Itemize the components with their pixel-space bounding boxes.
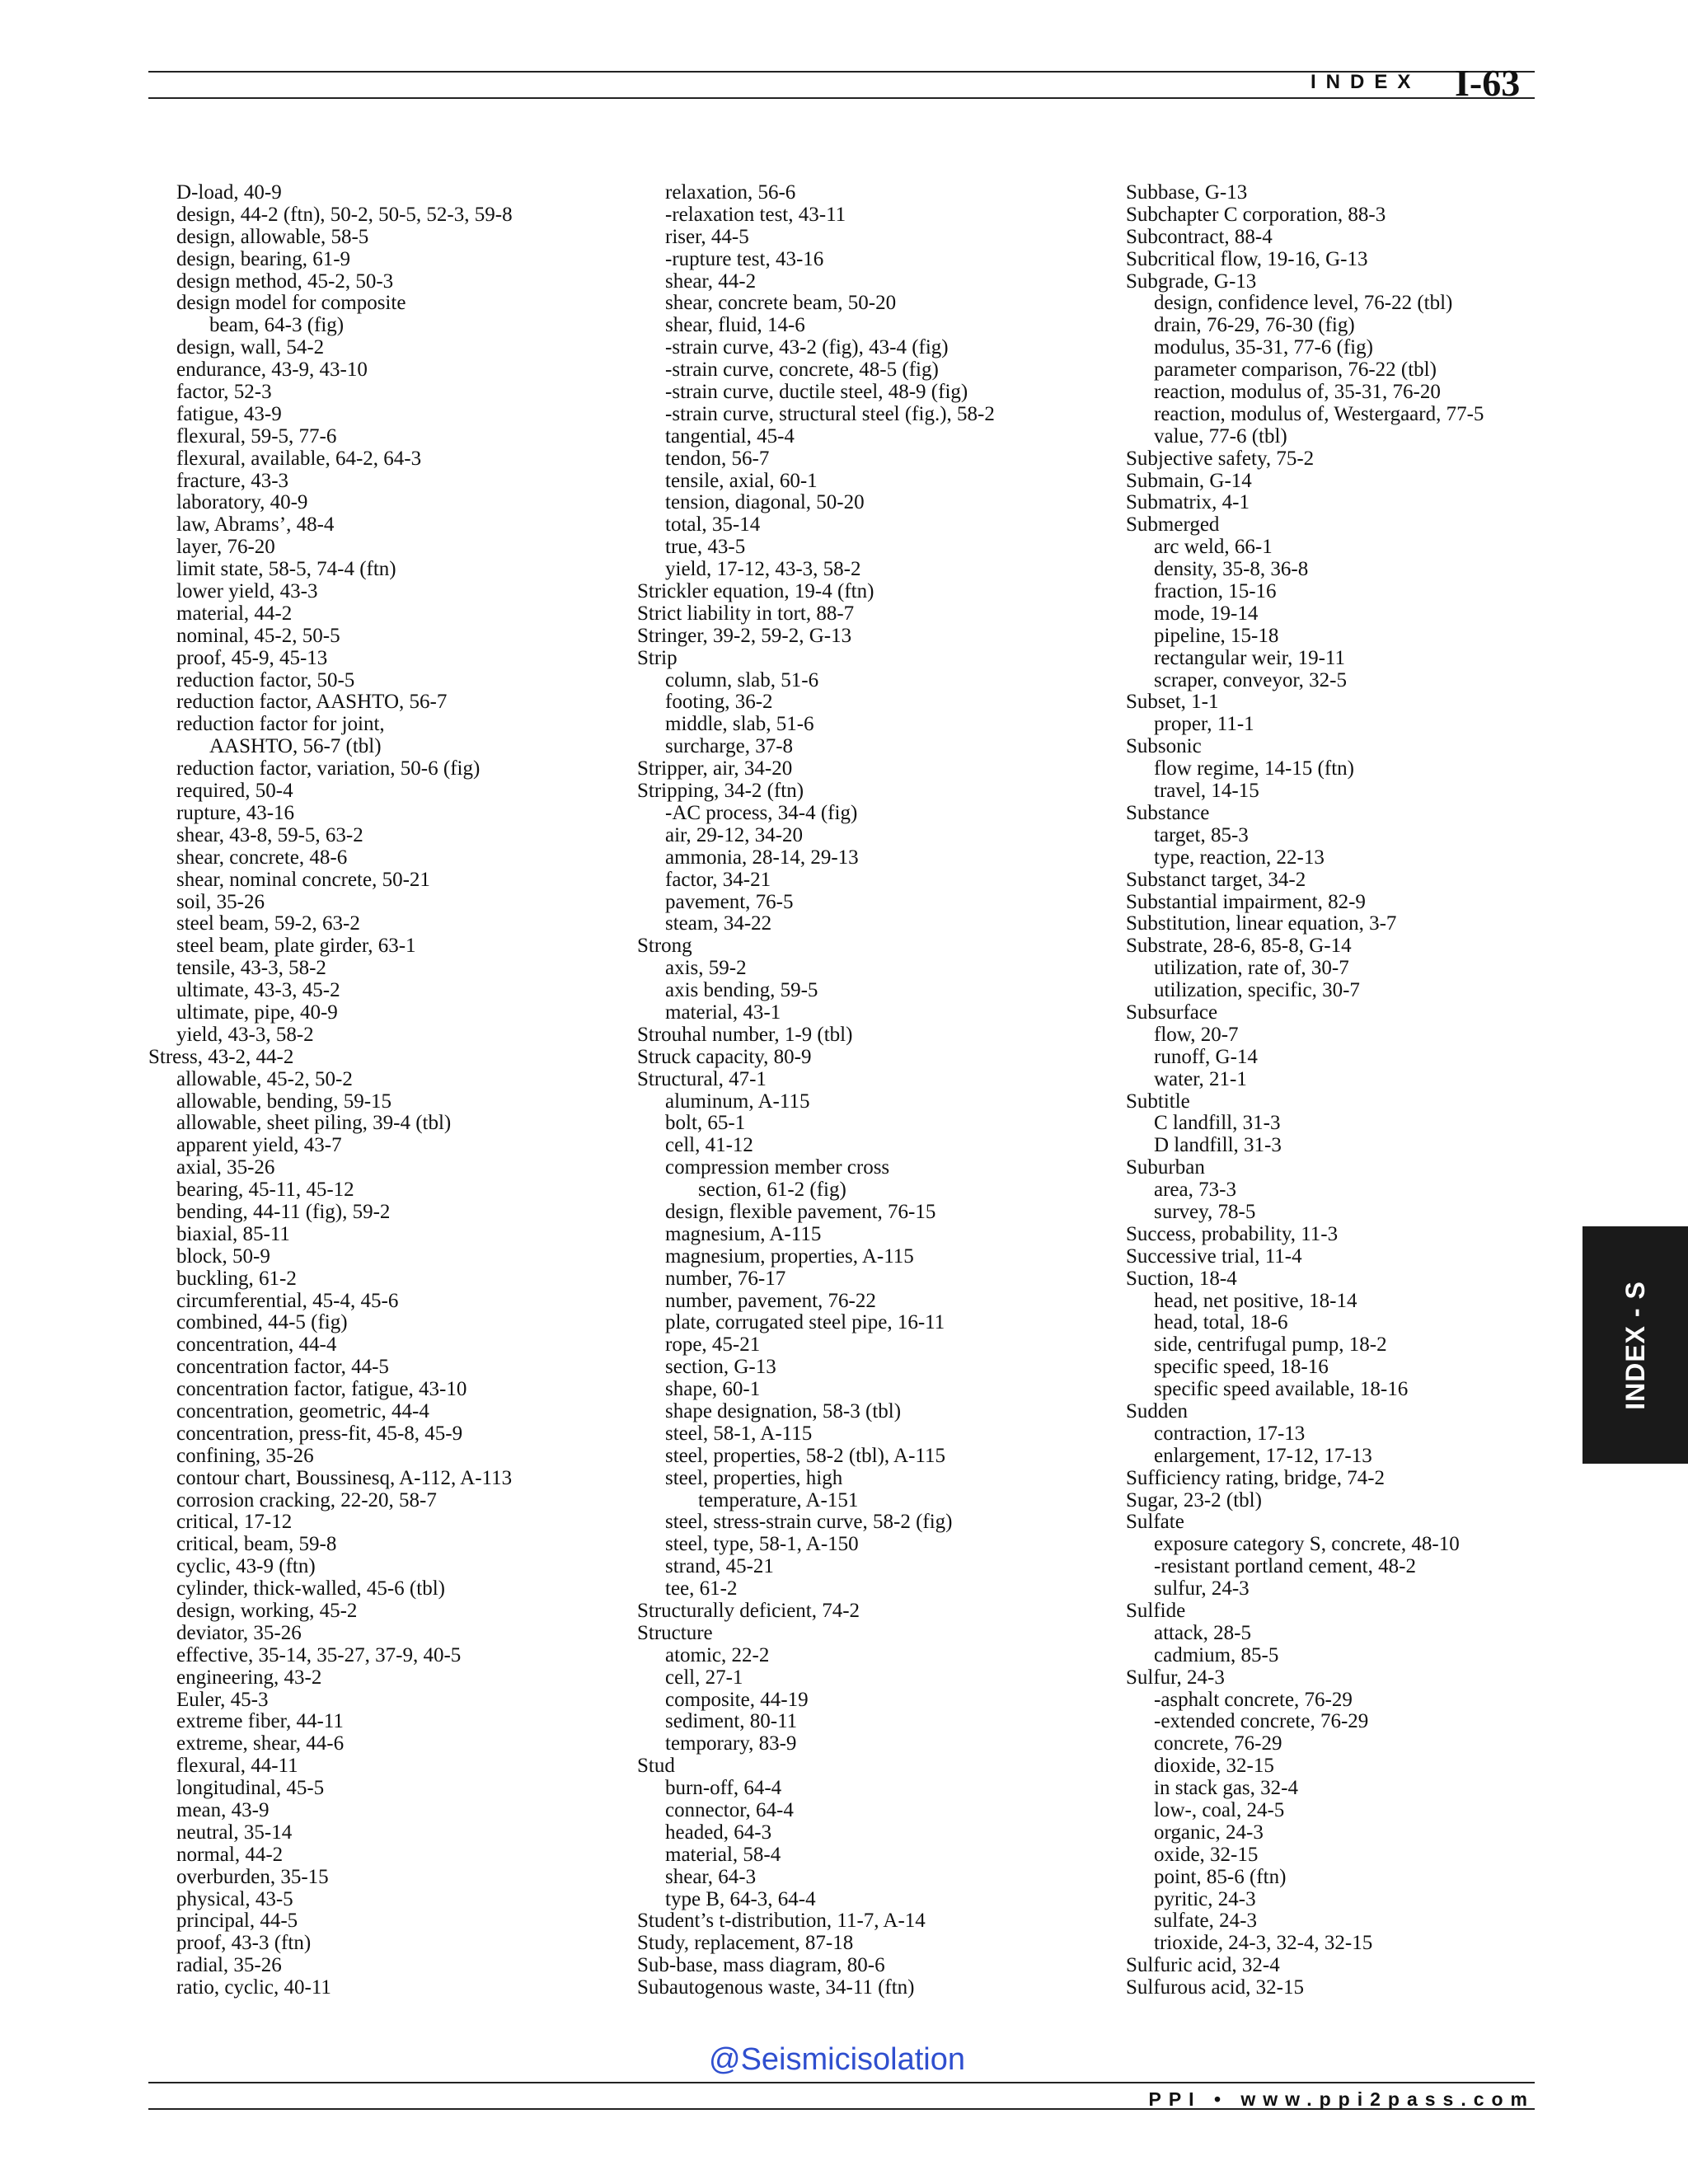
index-subentry: reaction, modulus of, Westergaard, 77-5	[1154, 402, 1484, 425]
index-subentry: design, confidence level, 76-22 (tbl)	[1154, 292, 1453, 315]
index-subentry: required, 50-4	[176, 780, 293, 803]
index-subentry: proof, 43-3 (ftn)	[176, 1932, 312, 1955]
index-subentry: section, 61-2 (fig)	[698, 1179, 846, 1202]
index-subentry: cell, 27-1	[665, 1666, 743, 1689]
index-entry: Sugar, 23-2 (tbl)	[1126, 1488, 1262, 1511]
index-subentry: mean, 43-9	[176, 1799, 270, 1822]
index-subentry: -relaxation test, 43-11	[665, 203, 846, 226]
index-subentry: compression member cross	[665, 1156, 890, 1179]
index-subentry: steel, 58-1, A-115	[665, 1422, 813, 1445]
index-subentry: attack, 28-5	[1154, 1621, 1252, 1644]
index-subentry: shear, 44-2	[665, 269, 757, 293]
index-subentry: footing, 36-2	[665, 691, 773, 714]
index-entry: Stripper, air, 34-20	[637, 757, 793, 780]
index-subentry: steel, properties, high	[665, 1466, 843, 1489]
page-number: I-63	[1455, 62, 1521, 104]
index-subentry: concentration factor, 44-5	[176, 1356, 389, 1379]
index-subentry: critical, 17-12	[176, 1511, 293, 1534]
index-subentry: reduction factor for joint,	[176, 713, 385, 736]
index-subentry: cylinder, thick-walled, 45-6 (tbl)	[176, 1577, 445, 1601]
index-subentry: headed, 64-3	[665, 1821, 772, 1844]
index-subentry: pavement, 76-5	[665, 890, 794, 913]
index-entry: Subchapter C corporation, 88-3	[1126, 203, 1386, 226]
index-subentry: flexural, available, 64-2, 64-3	[176, 447, 422, 470]
index-entry: Subjective safety, 75-2	[1126, 447, 1315, 470]
index-subentry: bolt, 65-1	[665, 1112, 746, 1135]
index-subentry: target, 85-3	[1154, 823, 1249, 846]
index-subentry: number, pavement, 76-22	[665, 1289, 876, 1312]
index-subentry: axis, 59-2	[665, 957, 747, 980]
index-entry: Substance	[1126, 801, 1210, 824]
index-subentry: in stack gas, 32-4	[1154, 1777, 1298, 1800]
index-subentry: pipeline, 15-18	[1154, 624, 1279, 647]
index-entry: Sub-base, mass diagram, 80-6	[637, 1954, 885, 1977]
index-subentry: steel beam, 59-2, 63-2	[176, 912, 360, 935]
index-entry: Strouhal number, 1-9 (tbl)	[637, 1023, 853, 1046]
index-entry: Stringer, 39-2, 59-2, G-13	[637, 624, 852, 647]
watermark: @Seismicisolation	[709, 2042, 966, 2077]
index-entry: Subset, 1-1	[1126, 691, 1219, 714]
index-subentry: -AC process, 34-4 (fig)	[665, 801, 858, 824]
index-subentry: steel, type, 58-1, A-150	[665, 1533, 859, 1556]
index-entry: Submatrix, 4-1	[1126, 491, 1250, 514]
index-subentry: enlargement, 17-12, 17-13	[1154, 1444, 1372, 1467]
index-subentry: value, 77-6 (tbl)	[1154, 424, 1287, 448]
index-subentry: principal, 44-5	[176, 1910, 298, 1933]
index-subentry: radial, 35-26	[176, 1954, 282, 1977]
index-subentry: density, 35-8, 36-8	[1154, 558, 1309, 581]
index-subentry: connector, 64-4	[665, 1799, 794, 1822]
index-subentry: tensile, axial, 60-1	[665, 469, 818, 492]
index-subentry: design, bearing, 61-9	[176, 247, 351, 270]
index-subentry: true, 43-5	[665, 536, 746, 559]
index-subentry: contraction, 17-13	[1154, 1422, 1306, 1445]
index-entry: Sulfuric acid, 32-4	[1126, 1954, 1280, 1977]
index-subentry: burn-off, 64-4	[665, 1777, 782, 1800]
index-subentry: allowable, sheet piling, 39-4 (tbl)	[176, 1112, 452, 1135]
index-column-2	[637, 182, 1115, 1999]
index-subentry: sediment, 80-11	[665, 1710, 798, 1733]
index-subentry: design, flexible pavement, 76-15	[665, 1200, 936, 1223]
index-entry: Sudden	[1126, 1399, 1188, 1422]
index-subentry: steel, stress-strain curve, 58-2 (fig)	[665, 1511, 953, 1534]
index-subentry: overburden, 35-15	[176, 1865, 329, 1888]
index-subentry: travel, 14-15	[1154, 780, 1259, 803]
index-subentry: magnesium, A-115	[665, 1222, 822, 1245]
index-subentry: modulus, 35-31, 77-6 (fig)	[1154, 336, 1373, 359]
index-subentry: tangential, 45-4	[665, 424, 795, 448]
index-subentry: -resistant portland cement, 48-2	[1154, 1555, 1416, 1578]
index-section-tab-label: INDEX - S	[1620, 1280, 1650, 1410]
index-subentry: corrosion cracking, 22-20, 58-7	[176, 1488, 437, 1511]
index-subentry: -rupture test, 43-16	[665, 247, 824, 270]
index-subentry: shear, fluid, 14-6	[665, 314, 805, 337]
index-entry: Subgrade, G-13	[1126, 269, 1257, 293]
index-subentry: critical, beam, 59-8	[176, 1533, 337, 1556]
index-subentry: temperature, A-151	[698, 1488, 859, 1511]
index-subentry: shear, concrete, 48-6	[176, 846, 348, 869]
index-subentry: sulfate, 24-3	[1154, 1910, 1257, 1933]
index-subentry: head, net positive, 18-14	[1154, 1289, 1357, 1312]
index-subentry: tensile, 43-3, 58-2	[176, 957, 326, 980]
index-column-1	[148, 182, 626, 1999]
index-subentry: area, 73-3	[1154, 1179, 1236, 1202]
index-entry: Strip	[637, 646, 678, 669]
index-entry: Submerged	[1126, 513, 1220, 537]
index-entry: Strong	[637, 935, 692, 958]
index-entry: Structural, 47-1	[637, 1067, 767, 1090]
index-subentry: combined, 44-5 (fig)	[176, 1311, 348, 1334]
index-entry: Success, probability, 11-3	[1126, 1222, 1339, 1245]
index-subentry: cadmium, 85-5	[1154, 1643, 1279, 1666]
index-subentry: flexural, 59-5, 77-6	[176, 424, 337, 448]
index-subentry: design, 44-2 (ftn), 50-2, 50-5, 52-3, 59-8	[176, 203, 513, 226]
index-subentry: design, wall, 54-2	[176, 336, 325, 359]
index-subentry: exposure category S, concrete, 48-10	[1154, 1533, 1460, 1556]
index-subentry: total, 35-14	[665, 513, 761, 537]
index-subentry: arc weld, 66-1	[1154, 536, 1273, 559]
index-entry: Subsurface	[1126, 1001, 1218, 1024]
index-subentry: ratio, cyclic, 40-11	[176, 1976, 331, 1999]
index-subentry: nominal, 45-2, 50-5	[176, 624, 340, 647]
index-entry: Suction, 18-4	[1126, 1267, 1237, 1290]
index-subentry: section, G-13	[665, 1356, 776, 1379]
index-entry: Substanct target, 34-2	[1126, 868, 1306, 891]
index-subentry: point, 85-6 (ftn)	[1154, 1865, 1287, 1888]
index-subentry: drain, 76-29, 76-30 (fig)	[1154, 314, 1355, 337]
index-subentry: shear, 43-8, 59-5, 63-2	[176, 823, 363, 846]
index-subentry: type B, 64-3, 64-4	[665, 1887, 816, 1910]
index-column-3	[1126, 182, 1604, 1999]
index-subentry: relaxation, 56-6	[665, 181, 796, 204]
index-subentry: fatigue, 43-9	[176, 402, 282, 425]
index-subentry: steel beam, plate girder, 63-1	[176, 935, 416, 958]
index-subentry: physical, 43-5	[176, 1887, 293, 1910]
index-subentry: confining, 35-26	[176, 1444, 314, 1467]
index-subentry: concrete, 76-29	[1154, 1732, 1282, 1755]
index-subentry: apparent yield, 43-7	[176, 1134, 342, 1157]
index-subentry: factor, 34-21	[665, 868, 771, 891]
index-subentry: yield, 17-12, 43-3, 58-2	[665, 558, 861, 581]
index-subentry: rupture, 43-16	[176, 801, 295, 824]
index-subentry: bearing, 45-11, 45-12	[176, 1179, 354, 1202]
index-entry: Subcritical flow, 19-16, G-13	[1126, 247, 1368, 270]
index-subentry: side, centrifugal pump, 18-2	[1154, 1333, 1387, 1357]
index-subentry: -strain curve, ductile steel, 48-9 (fig)	[665, 381, 968, 404]
index-subentry: flexural, 44-11	[176, 1755, 298, 1778]
header-rule-bottom	[148, 97, 1535, 99]
index-subentry: runoff, G-14	[1154, 1045, 1258, 1068]
index-entry: Substantial impairment, 82-9	[1126, 890, 1366, 913]
index-subentry: rectangular weir, 19-11	[1154, 646, 1345, 669]
index-subentry: block, 50-9	[176, 1244, 270, 1268]
index-subentry: bending, 44-11 (fig), 59-2	[176, 1200, 391, 1223]
index-subentry: yield, 43-3, 58-2	[176, 1023, 314, 1046]
index-subentry: normal, 44-2	[176, 1843, 284, 1866]
index-subentry: specific speed, 18-16	[1154, 1356, 1329, 1379]
index-subentry: ammonia, 28-14, 29-13	[665, 846, 859, 869]
index-subentry: lower yield, 43-3	[176, 580, 318, 603]
index-subentry: design, allowable, 58-5	[176, 225, 369, 248]
index-entry: Subsonic	[1126, 735, 1202, 758]
index-subentry: middle, slab, 51-6	[665, 713, 814, 736]
index-subentry: reduction factor, 50-5	[176, 668, 355, 691]
index-subentry: endurance, 43-9, 43-10	[176, 359, 368, 382]
index-subentry: effective, 35-14, 35-27, 37-9, 40-5	[176, 1643, 462, 1666]
index-subentry: -strain curve, structural steel (fig.), 58-2	[665, 402, 995, 425]
index-subentry: beam, 64-3 (fig)	[209, 314, 345, 337]
index-entry: Substitution, linear equation, 3-7	[1126, 912, 1397, 935]
index-subentry: laboratory, 40-9	[176, 491, 308, 514]
index-subentry: concentration factor, fatigue, 43-10	[176, 1378, 467, 1401]
index-subentry: layer, 76-20	[176, 536, 275, 559]
index-entry: Subcontract, 88-4	[1126, 225, 1273, 248]
index-subentry: atomic, 22-2	[665, 1643, 770, 1666]
index-subentry: design, working, 45-2	[176, 1600, 358, 1622]
index-entry: Successive trial, 11-4	[1126, 1244, 1302, 1268]
index-subentry: air, 29-12, 34-20	[665, 823, 804, 846]
index-subentry: reduction factor, AASHTO, 56-7	[176, 691, 448, 714]
index-subentry: plate, corrugated steel pipe, 16-11	[665, 1311, 945, 1334]
index-subentry: buckling, 61-2	[176, 1267, 297, 1290]
index-subentry: tee, 61-2	[665, 1577, 738, 1601]
index-entry: Strickler equation, 19-4 (ftn)	[637, 580, 874, 603]
index-section-tab[interactable]	[1582, 1226, 1688, 1464]
index-subentry: D-load, 40-9	[176, 181, 282, 204]
index-entry: Suburban	[1126, 1156, 1205, 1179]
index-subentry: specific speed available, 18-16	[1154, 1378, 1409, 1401]
index-entry: Subbase, G-13	[1126, 181, 1248, 204]
index-subentry: aluminum, A-115	[665, 1090, 810, 1113]
index-subentry: soil, 35-26	[176, 890, 265, 913]
index-entry: Stress, 43-2, 44-2	[148, 1045, 294, 1068]
index-subentry: extreme, shear, 44-6	[176, 1732, 345, 1755]
index-subentry: design method, 45-2, 50-3	[176, 269, 394, 293]
index-subentry: tension, diagonal, 50-20	[665, 491, 865, 514]
index-entry: Stripping, 34-2 (ftn)	[637, 780, 804, 803]
index-subentry: -strain curve, concrete, 48-5 (fig)	[665, 359, 939, 382]
index-subentry: neutral, 35-14	[176, 1821, 293, 1844]
index-subentry: allowable, 45-2, 50-2	[176, 1067, 353, 1090]
index-subentry: ultimate, pipe, 40-9	[176, 1001, 338, 1024]
index-entry: Sulfurous acid, 32-15	[1126, 1976, 1304, 1999]
index-subentry: proof, 45-9, 45-13	[176, 646, 328, 669]
index-subentry: axial, 35-26	[176, 1156, 275, 1179]
index-entry: Sulfide	[1126, 1600, 1186, 1622]
index-subentry: flow, 20-7	[1154, 1023, 1239, 1046]
index-subentry: number, 76-17	[665, 1267, 786, 1290]
index-subentry: shear, concrete beam, 50-20	[665, 292, 897, 315]
index-subentry: contour chart, Boussinesq, A-112, A-113	[176, 1466, 513, 1489]
index-subentry: Euler, 45-3	[176, 1688, 269, 1711]
index-subentry: surcharge, 37-8	[665, 735, 794, 758]
index-entry: Subtitle	[1126, 1090, 1190, 1113]
index-subentry: material, 43-1	[665, 1001, 781, 1024]
index-entry: Subautogenous waste, 34-11 (ftn)	[637, 1976, 915, 1999]
index-subentry: strand, 45-21	[665, 1555, 774, 1578]
index-entry: Strict liability in tort, 88-7	[637, 602, 855, 625]
index-subentry: -strain curve, 43-2 (fig), 43-4 (fig)	[665, 336, 949, 359]
index-subentry: water, 21-1	[1154, 1067, 1247, 1090]
index-entry: Substrate, 28-6, 85-8, G-14	[1126, 935, 1352, 958]
index-subentry: parameter comparison, 76-22 (tbl)	[1154, 359, 1437, 382]
index-subentry: riser, 44-5	[665, 225, 749, 248]
index-subentry: mode, 19-14	[1154, 602, 1259, 625]
index-subentry: utilization, rate of, 30-7	[1154, 957, 1349, 980]
index-subentry: concentration, geometric, 44-4	[176, 1399, 429, 1422]
index-subentry: low-, coal, 24-5	[1154, 1799, 1285, 1822]
index-subentry: D landfill, 31-3	[1154, 1134, 1282, 1157]
index-subentry: -asphalt concrete, 76-29	[1154, 1688, 1353, 1711]
index-subentry: concentration, 44-4	[176, 1333, 337, 1357]
index-subentry: allowable, bending, 59-15	[176, 1090, 392, 1113]
index-subentry: sulfur, 24-3	[1154, 1577, 1250, 1601]
index-subentry: concentration, press-fit, 45-8, 45-9	[176, 1422, 463, 1445]
index-subentry: column, slab, 51-6	[665, 668, 819, 691]
index-subentry: longitudinal, 45-5	[176, 1777, 325, 1800]
index-subentry: proper, 11-1	[1154, 713, 1254, 736]
index-subentry: fraction, 15-16	[1154, 580, 1277, 603]
index-subentry: fracture, 43-3	[176, 469, 289, 492]
index-subentry: pyritic, 24-3	[1154, 1887, 1256, 1910]
index-subentry: material, 58-4	[665, 1843, 781, 1866]
index-subentry: dioxide, 32-15	[1154, 1755, 1274, 1778]
index-entry: Sufficiency rating, bridge, 74-2	[1126, 1466, 1386, 1489]
index-subentry: shape designation, 58-3 (tbl)	[665, 1399, 902, 1422]
index-subentry: type, reaction, 22-13	[1154, 846, 1325, 869]
index-subentry: factor, 52-3	[176, 381, 272, 404]
index-entry: Sulfur, 24-3	[1126, 1666, 1225, 1689]
index-subentry: shape, 60-1	[665, 1378, 761, 1401]
index-entry: Structurally deficient, 74-2	[637, 1600, 860, 1622]
index-subentry: temporary, 83-9	[665, 1732, 797, 1755]
index-entry: Sulfate	[1126, 1511, 1184, 1534]
footer-rule-top	[148, 2082, 1535, 2083]
index-subentry: engineering, 43-2	[176, 1666, 322, 1689]
index-subentry: reaction, modulus of, 35-31, 76-20	[1154, 381, 1441, 404]
index-subentry: -extended concrete, 76-29	[1154, 1710, 1369, 1733]
index-entry: Structure	[637, 1621, 713, 1644]
index-subentry: biaxial, 85-11	[176, 1222, 290, 1245]
index-subentry: scraper, conveyor, 32-5	[1154, 668, 1348, 691]
index-subentry: ultimate, 43-3, 45-2	[176, 979, 340, 1002]
index-entry: Student’s t-distribution, 11-7, A-14	[637, 1910, 926, 1933]
index-subentry: limit state, 58-5, 74-4 (ftn)	[176, 558, 396, 581]
index-subentry: oxide, 32-15	[1154, 1843, 1259, 1866]
index-subentry: axis bending, 59-5	[665, 979, 818, 1002]
index-subentry: shear, 64-3	[665, 1865, 757, 1888]
index-entry: Submain, G-14	[1126, 469, 1252, 492]
index-subentry: AASHTO, 56-7 (tbl)	[209, 735, 382, 758]
index-subentry: survey, 78-5	[1154, 1200, 1256, 1223]
index-entry: Study, replacement, 87-18	[637, 1932, 854, 1955]
index-subentry: rope, 45-21	[665, 1333, 761, 1357]
index-subentry: C landfill, 31-3	[1154, 1112, 1281, 1135]
index-subentry: steam, 34-22	[665, 912, 772, 935]
index-subentry: steel, properties, 58-2 (tbl), A-115	[665, 1444, 945, 1467]
index-subentry: magnesium, properties, A-115	[665, 1244, 914, 1268]
index-subentry: composite, 44-19	[665, 1688, 809, 1711]
footer-text: PPI • www.ppi2pass.com	[1148, 2088, 1535, 2110]
index-subentry: deviator, 35-26	[176, 1621, 302, 1644]
index-subentry: law, Abrams’, 48-4	[176, 513, 335, 537]
index-subentry: flow regime, 14-15 (ftn)	[1154, 757, 1354, 780]
index-subentry: cell, 41-12	[665, 1134, 753, 1157]
index-subentry: design model for composite	[176, 292, 406, 315]
index-subentry: head, total, 18-6	[1154, 1311, 1288, 1334]
index-subentry: tendon, 56-7	[665, 447, 770, 470]
index-subentry: utilization, specific, 30-7	[1154, 979, 1360, 1002]
index-entry: Stud	[637, 1755, 675, 1778]
index-entry: Struck capacity, 80-9	[637, 1045, 812, 1068]
index-subentry: circumferential, 45-4, 45-6	[176, 1289, 399, 1312]
index-subentry: extreme fiber, 44-11	[176, 1710, 344, 1733]
index-subentry: reduction factor, variation, 50-6 (fig)	[176, 757, 481, 780]
header-title: INDEX	[1311, 71, 1421, 93]
index-subentry: organic, 24-3	[1154, 1821, 1264, 1844]
index-subentry: cyclic, 43-9 (ftn)	[176, 1555, 316, 1578]
index-subentry: trioxide, 24-3, 32-4, 32-15	[1154, 1932, 1373, 1955]
index-subentry: shear, nominal concrete, 50-21	[176, 868, 430, 891]
index-subentry: material, 44-2	[176, 602, 293, 625]
